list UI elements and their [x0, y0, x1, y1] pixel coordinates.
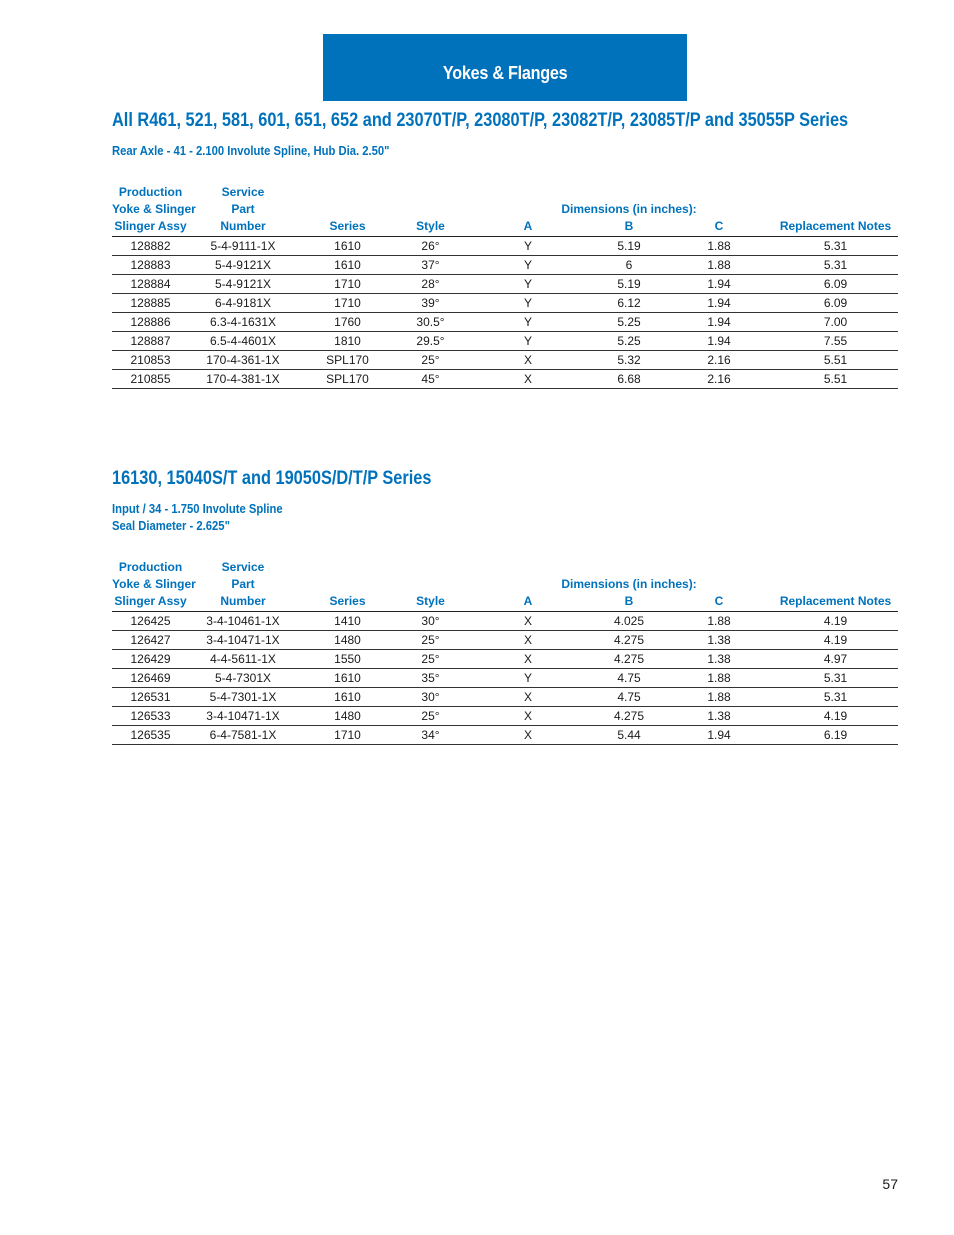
table-row — [112, 237, 898, 256]
table-header-row — [112, 184, 898, 237]
cell-replacement-notes: 4.19 — [773, 612, 898, 631]
cell-production-number: 128884 — [112, 275, 189, 294]
cell-service-part-number: 5-4-9121X — [189, 256, 297, 275]
table-row — [112, 650, 898, 669]
cell-replacement-notes: 5.31 — [773, 688, 898, 707]
table-header-row — [112, 559, 898, 612]
cell-dim-a: X — [463, 726, 593, 745]
cell-production-number: 128883 — [112, 256, 189, 275]
cell-replacement-notes: 5.51 — [773, 351, 898, 370]
cell-style: 39° — [398, 294, 463, 313]
cell-dim-b: 6 — [593, 256, 665, 275]
cell-dim-b: 4.275 — [593, 650, 665, 669]
cell-dim-c: 1.94 — [665, 332, 773, 351]
cell-dim-b: 4.025 — [593, 612, 665, 631]
header-b: Dimensions (in inches): B — [593, 559, 665, 612]
cell-replacement-notes: 7.55 — [773, 332, 898, 351]
cell-production-number: 128886 — [112, 313, 189, 332]
section-subtitles — [112, 143, 898, 160]
header-a: A — [463, 184, 593, 237]
table-row — [112, 726, 898, 745]
table-row — [112, 707, 898, 726]
cell-dim-c: 1.38 — [665, 707, 773, 726]
cell-series: 1760 — [297, 313, 398, 332]
header-style: Style — [398, 559, 463, 612]
cell-style: 30° — [398, 688, 463, 707]
cell-style: 34° — [398, 726, 463, 745]
cell-dim-a: Y — [463, 313, 593, 332]
page-number: 57 — [882, 1176, 898, 1192]
cell-service-part-number: 170-4-361-1X — [189, 351, 297, 370]
cell-production-number: 126531 — [112, 688, 189, 707]
cell-dim-b: 5.25 — [593, 332, 665, 351]
header-dimensions: Dimensions (in inches): — [561, 577, 697, 591]
cell-dim-c: 2.16 — [665, 370, 773, 389]
cell-dim-b: 5.19 — [593, 237, 665, 256]
parts-table — [112, 559, 898, 745]
cell-production-number: 126535 — [112, 726, 189, 745]
cell-service-part-number: 5-4-7301X — [189, 669, 297, 688]
cell-service-part-number: 4-4-5611-1X — [189, 650, 297, 669]
cell-service-part-number: 6.3-4-1631X — [189, 313, 297, 332]
cell-dim-a: Y — [463, 294, 593, 313]
header-c: C — [665, 559, 773, 612]
cell-service-part-number: 5-4-7301-1X — [189, 688, 297, 707]
cell-series: 1480 — [297, 707, 398, 726]
section-banner — [323, 34, 687, 101]
table-row — [112, 612, 898, 631]
cell-style: 35° — [398, 669, 463, 688]
cell-series: 1480 — [297, 631, 398, 650]
cell-dim-c: 1.94 — [665, 275, 773, 294]
cell-replacement-notes: 5.31 — [773, 237, 898, 256]
cell-dim-b: 6.68 — [593, 370, 665, 389]
cell-dim-a: Y — [463, 256, 593, 275]
cell-dim-a: X — [463, 688, 593, 707]
header-series: Series — [297, 184, 398, 237]
cell-production-number: 126427 — [112, 631, 189, 650]
table-row — [112, 370, 898, 389]
header-c: C — [665, 184, 773, 237]
cell-replacement-notes: 4.97 — [773, 650, 898, 669]
header-a: A — [463, 559, 593, 612]
section-subtitle: Seal Diameter - 2.625" — [112, 519, 230, 533]
cell-replacement-notes: 7.00 — [773, 313, 898, 332]
header-b: Dimensions (in inches): B — [593, 184, 665, 237]
cell-replacement-notes: 5.31 — [773, 669, 898, 688]
cell-style: 30.5° — [398, 313, 463, 332]
cell-style: 45° — [398, 370, 463, 389]
cell-production-number: 210855 — [112, 370, 189, 389]
cell-style: 25° — [398, 650, 463, 669]
cell-dim-c: 1.94 — [665, 294, 773, 313]
section-rear-axle — [112, 109, 898, 389]
cell-dim-a: Y — [463, 275, 593, 294]
cell-series: 1610 — [297, 237, 398, 256]
header-service-part-number: Service Part Number — [189, 559, 297, 612]
cell-series: 1810 — [297, 332, 398, 351]
cell-dim-b: 5.19 — [593, 275, 665, 294]
cell-style: 29.5° — [398, 332, 463, 351]
cell-replacement-notes: 6.09 — [773, 275, 898, 294]
cell-series: 1550 — [297, 650, 398, 669]
cell-series: 1610 — [297, 256, 398, 275]
cell-service-part-number: 170-4-381-1X — [189, 370, 297, 389]
cell-series: SPL170 — [297, 370, 398, 389]
cell-dim-c: 1.88 — [665, 688, 773, 707]
header-production: Production Yoke & Slinger Slinger Assy — [112, 184, 189, 237]
table-row — [112, 332, 898, 351]
cell-replacement-notes: 6.19 — [773, 726, 898, 745]
cell-replacement-notes: 6.09 — [773, 294, 898, 313]
header-style: Style — [398, 184, 463, 237]
cell-style: 28° — [398, 275, 463, 294]
cell-dim-b: 4.75 — [593, 688, 665, 707]
header-dimensions: Dimensions (in inches): — [561, 202, 697, 216]
cell-series: 1710 — [297, 294, 398, 313]
cell-style: 25° — [398, 707, 463, 726]
cell-dim-b: 4.275 — [593, 707, 665, 726]
cell-style: 25° — [398, 351, 463, 370]
cell-service-part-number: 6-4-9181X — [189, 294, 297, 313]
section-title: All R461, 521, 581, 601, 651, 652 and 23070T/P, 23080T/P, 23082T/P, 23085T/P and 35055P Series — [112, 110, 849, 131]
cell-dim-b: 5.44 — [593, 726, 665, 745]
header-replacement-notes: Replacement Notes — [773, 559, 898, 612]
cell-style: 26° — [398, 237, 463, 256]
cell-dim-c: 1.38 — [665, 650, 773, 669]
cell-dim-a: X — [463, 631, 593, 650]
header-replacement-notes: Replacement Notes — [773, 184, 898, 237]
cell-style: 25° — [398, 631, 463, 650]
table-row — [112, 294, 898, 313]
cell-service-part-number: 6-4-7581-1X — [189, 726, 297, 745]
cell-service-part-number: 3-4-10471-1X — [189, 631, 297, 650]
cell-dim-a: Y — [463, 669, 593, 688]
cell-dim-c: 1.88 — [665, 256, 773, 275]
cell-dim-c: 1.38 — [665, 631, 773, 650]
cell-replacement-notes: 5.51 — [773, 370, 898, 389]
cell-production-number: 128887 — [112, 332, 189, 351]
cell-production-number: 126533 — [112, 707, 189, 726]
banner-title: Yokes & Flanges — [442, 63, 568, 83]
table-row — [112, 313, 898, 332]
cell-dim-c: 2.16 — [665, 351, 773, 370]
cell-series: 1710 — [297, 275, 398, 294]
cell-dim-a: X — [463, 650, 593, 669]
cell-dim-b: 6.12 — [593, 294, 665, 313]
cell-dim-c: 1.88 — [665, 237, 773, 256]
cell-service-part-number: 3-4-10461-1X — [189, 612, 297, 631]
cell-production-number: 128882 — [112, 237, 189, 256]
parts-table — [112, 184, 898, 389]
section-subtitles — [112, 501, 898, 535]
cell-dim-a: Y — [463, 332, 593, 351]
table-row — [112, 669, 898, 688]
header-series: Series — [297, 559, 398, 612]
section-subtitle: Input / 34 - 1.750 Involute Spline — [112, 502, 283, 516]
cell-replacement-notes: 5.31 — [773, 256, 898, 275]
cell-series: 1710 — [297, 726, 398, 745]
cell-service-part-number: 5-4-9121X — [189, 275, 297, 294]
cell-style: 30° — [398, 612, 463, 631]
cell-service-part-number: 6.5-4-4601X — [189, 332, 297, 351]
section-input-spline — [112, 467, 898, 745]
cell-replacement-notes: 4.19 — [773, 707, 898, 726]
cell-production-number: 126469 — [112, 669, 189, 688]
table-row — [112, 688, 898, 707]
cell-dim-a: X — [463, 612, 593, 631]
cell-production-number: 210853 — [112, 351, 189, 370]
cell-dim-a: Y — [463, 237, 593, 256]
cell-style: 37° — [398, 256, 463, 275]
cell-dim-c: 1.88 — [665, 612, 773, 631]
cell-series: 1610 — [297, 688, 398, 707]
cell-series: 1410 — [297, 612, 398, 631]
cell-dim-a: X — [463, 351, 593, 370]
cell-dim-b: 4.75 — [593, 669, 665, 688]
cell-dim-c: 1.94 — [665, 726, 773, 745]
cell-dim-c: 1.94 — [665, 313, 773, 332]
table-row — [112, 351, 898, 370]
section-title: 16130, 15040S/T and 19050S/D/T/P Series — [112, 468, 432, 489]
cell-dim-c: 1.88 — [665, 669, 773, 688]
cell-production-number: 126425 — [112, 612, 189, 631]
cell-series: SPL170 — [297, 351, 398, 370]
table-row — [112, 275, 898, 294]
cell-replacement-notes: 4.19 — [773, 631, 898, 650]
cell-service-part-number: 3-4-10471-1X — [189, 707, 297, 726]
cell-dim-b: 4.275 — [593, 631, 665, 650]
cell-dim-a: X — [463, 707, 593, 726]
cell-series: 1610 — [297, 669, 398, 688]
table-row — [112, 256, 898, 275]
cell-production-number: 128885 — [112, 294, 189, 313]
header-service-part-number: Service Part Number — [189, 184, 297, 237]
cell-dim-b: 5.25 — [593, 313, 665, 332]
cell-dim-b: 5.32 — [593, 351, 665, 370]
cell-dim-a: X — [463, 370, 593, 389]
table-row — [112, 631, 898, 650]
cell-production-number: 126429 — [112, 650, 189, 669]
section-subtitle: Rear Axle - 41 - 2.100 Involute Spline, Hub Dia. 2.50" — [112, 144, 390, 158]
cell-service-part-number: 5-4-9111-1X — [189, 237, 297, 256]
header-production: Production Yoke & Slinger Slinger Assy — [112, 559, 189, 612]
